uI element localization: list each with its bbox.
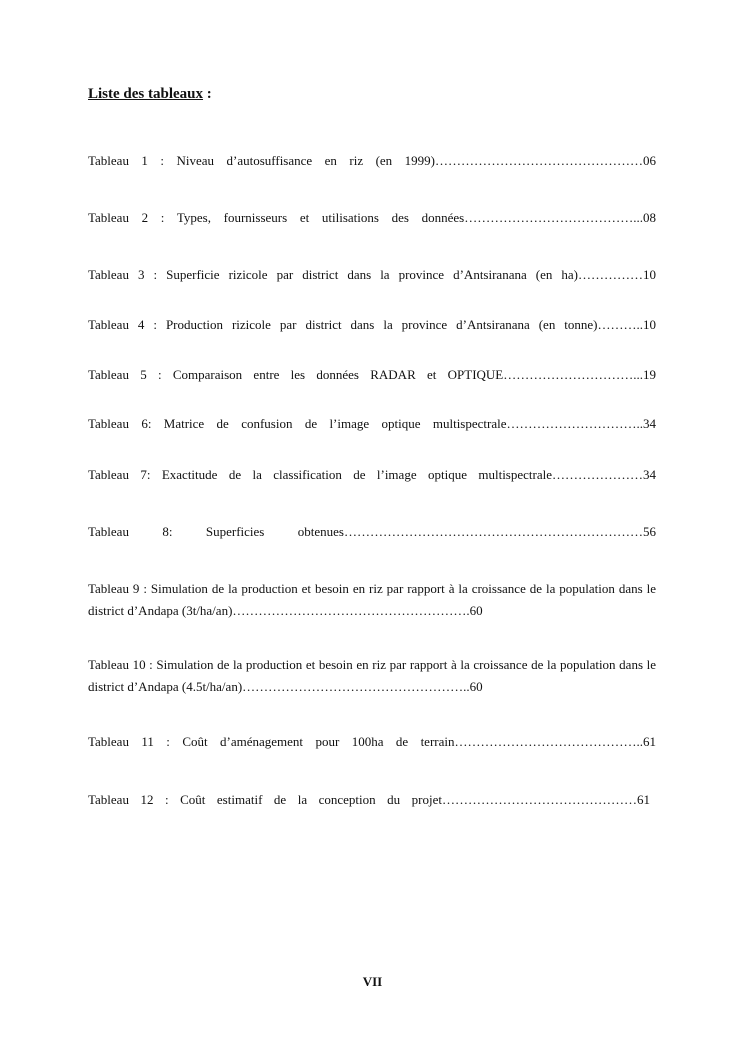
toc-entry-tableau-9: Tableau 9 : Simulation de la production et besoin en riz par rapport à la croissance de la population dans le district d’Andapa (3t/ha/an)……………………………………………….60 (88, 581, 656, 618)
toc-entry-tableau-1: Tableau 1 : Niveau d’autosuffisance en riz (en 1999)…………………………………………06 (88, 153, 656, 168)
page-title-text: Liste des tableaux (88, 86, 204, 102)
toc-entry-tableau-7: Tableau 7: Exactitude de la classification de l’image optique multispectrale…………………34 (88, 467, 656, 482)
toc-entry-tableau-5: Tableau 5 : Comparaison entre les données RADAR et OPTIQUE…………………………...19 (88, 367, 656, 382)
toc-entry-tableau-4: Tableau 4 : Production rizicole par district dans la province d’Antsiranana (en tonne)………..10 (88, 317, 656, 332)
toc-entry-tableau-8: Tableau 8: Superficies obtenues……………………………………………………………56 (88, 524, 656, 539)
page-title-colon: : (203, 86, 212, 102)
toc-entry-tableau-12: Tableau 12 : Coût estimatif de la conception du projet………………………………………61 (88, 792, 650, 807)
toc-entry-tableau-2: Tableau 2 : Types, fournisseurs et utilisations des données…………………………………...08 (88, 210, 656, 225)
page-number: VII (362, 974, 383, 989)
toc-entry-tableau-11: Tableau 11 : Coût d’aménagement pour 100ha de terrain……………………………………..61 (88, 734, 656, 749)
toc-entry-tableau-3: Tableau 3 : Superficie rizicole par district dans la province d’Antsiranana (en ha)……………10 (88, 267, 656, 282)
toc-entry-tableau-10: Tableau 10 : Simulation de la production et besoin en riz par rapport à la croissance de la population dans le district d’Andapa (4.5t/ha/an)……………………………………………..60 (88, 657, 656, 694)
page-title (88, 86, 212, 103)
toc-entry-tableau-6: Tableau 6: Matrice de confusion de l’image optique multispectrale…………………………..34 (88, 416, 656, 431)
